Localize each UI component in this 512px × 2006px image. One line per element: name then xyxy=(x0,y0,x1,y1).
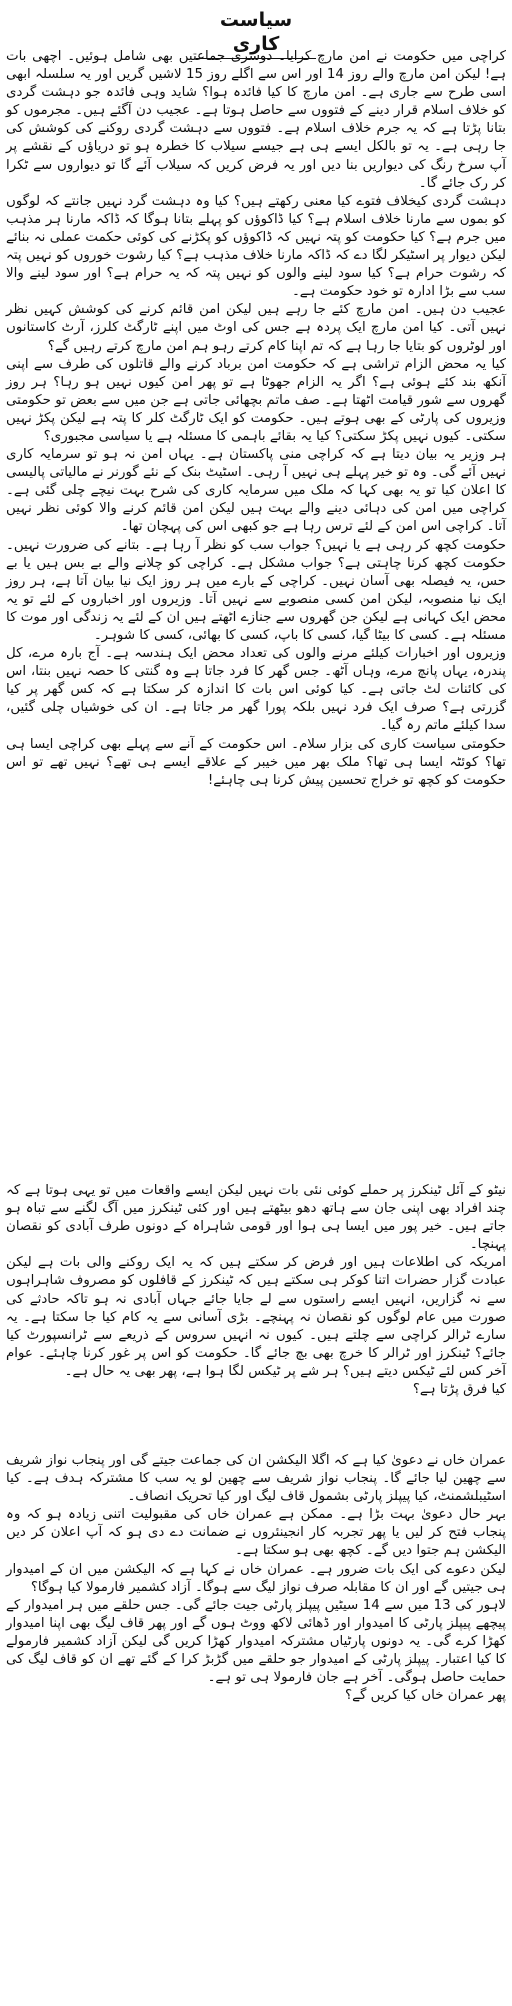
paragraph: حکومت کچھ کر رہی ہے یا نہیں؟ جواب سب کو نظر آ رہا ہے۔ بتانے کی ضرورت نہیں۔ حکومت کچھ کرنا چاہتی ہے؟ جواب مشکل ہے۔ کراچی کو چلانے والے بے بس ہیں یا بے حس، یہ فیصلہ بھی آسان نہیں۔ کراچی کے بارے میں ہر روز ایک نیا بیان آتا ہے، ہر روز ایک نیا منصوبہ، لیکن امن کسی منصوبے سے نہیں آتا۔ وزیروں اور اخباروں کے لئے تو یہ محض ایک کہانی ہے لیکن جن گھروں سے جنازے اٹھتے ہیں ان کے لئے یہ زندگی اور موت کا مسئلہ ہے۔ کسی کا بیٹا گیا، کسی کا باپ، کسی کا بھائی، کسی کا شوہر۔ xyxy=(6,537,506,643)
paragraph: پھر عمران خاں کیا کریں گے؟ xyxy=(345,1688,506,1704)
paragraph: لیکن دعوے کی ایک بات ضرور ہے۔ عمران خاں نے کہا ہے کہ الیکشن میں ان کے امیدوار ہی جیتیں گے اور ان کا مقابلہ صرف نواز لیگ سے ہوگا۔ آزاد کشمیر فارمولا کیا ہوگا؟ xyxy=(6,1561,506,1595)
article-title: سیاست کاری xyxy=(196,8,316,59)
paragraph: ہر وزیر یہ بیان دیتا ہے کہ کراچی منی پاکستان ہے۔ یہاں امن نہ ہو تو سرمایہ کاری نہیں آئے گی۔ وہ تو خیر پہلے ہی نہیں آ رہی۔ اسٹیٹ بنک کے نئے گورنر نے مالیاتی پالیسی کا اعلان کیا تو یہ بھی کہا کہ ملک میں سرمایہ کاری کی شرح بہت نیچے چلی گئی ہے۔ کراچی میں امن کی دہائی دینے والے بہت ہیں لیکن امن قائم کرنے والا کوئی نظر نہیں آتا۔ کراچی اس امن کے لئے ترس رہا ہے جو کبھی اس کی پہچان تھا۔ xyxy=(6,447,506,535)
paragraph: کراچی میں حکومت نے امن مارچ کرایا۔ دوسری جماعتیں بھی شامل ہوئیں۔ اچھی بات ہے! لیکن امن مارچ والے روز 14 اور اس سے اگلے روز 15 لاشیں گریں اور یہ سلسلہ ابھی اسی طرح سے جاری ہے۔ امن مارچ کا کیا فائدہ ہوا؟ شاید وہی فائدہ جو دہشت گردی کو خلاف اسلام قرار دینے کے فتووں سے حاصل ہوتا ہے۔ عجیب دن آگئے ہیں۔ مجرموں کو بتانا پڑتا ہے کہ یہ جرم خلاف اسلام ہے۔ فتووں سے دہشت گردی روکنے کی کوشش کی جا رہی ہے۔ یہ تو بالکل ایسے ہی ہے جیسے سیلاب کا خطرہ ہو تو دریاؤں کے نقشے پر آپ سرخ رنگ کی دیواریں بنا دیں اور یہ فرض کریں کہ سیلاب آئے گا تو دیواروں سے ٹکرا کر رک جائے گا۔ xyxy=(6,49,506,191)
paragraph: وزیروں اور اخبارات کیلئے مرنے والوں کی تعداد محض ایک ہندسہ ہے۔ آج بارہ مرے، کل پندرہ، یہاں پانچ مرے، وہاں آٹھ۔ جس گھر کا فرد جاتا ہے وہ گنتی کا حصہ نہیں بنتا، اس کی کائنات لٹ جاتی ہے۔ کیا کوئی اس بات کا اندازہ کر سکتا ہے کہ کس گھر پر کیا گزرتی ہے؟ صرف ایک فرد نہیں بلکہ پورا گھر مر جاتا ہے۔ ان کی خوشیاں چلی گئیں، سدا کیلئے ماتم رہ گیا۔ xyxy=(6,646,506,734)
paragraph: امریکہ کی اطلاعات ہیں اور فرض کر سکتے ہیں کہ یہ ایک روکنے والی بات ہے لیکن عبادت گزار حضرات اتنا کوکر ہی سکتے ہیں کہ ٹینکرز کے قافلوں کو مصروف شاہراہوں سے نہ گزاریں، انہیں ایسے راستوں سے لے جایا جائے جہاں آبادی نہ ہو تاکہ حادثے کی صورت میں عام لوگوں کو نقصان نہ پہنچے۔ بڑی آسانی سے یہ کام کیا جا سکتا ہے۔ یہ سارے ٹرالر کراچی سے چلتے ہیں۔ کیوں نہ انہیں سروس کے ذریعے سے ٹرانسپورٹ کیا جائے؟ ٹینکرز اور ٹرالر کا خرچ بھی بچ جائے گا۔ حکومت کو اس پر غور کرنا چاہئے۔ عوام آخر کس لئے ٹیکس دیتے ہیں؟ ہر شے پر ٹیکس لگا ہوا ہے، پھر بھی یہ حال ہے۔ xyxy=(6,1255,506,1379)
paragraph: بہر حال دعویٰ بہت بڑا ہے۔ ممکن ہے عمران خاں کی مقبولیت اتنی زیادہ ہو کہ وہ پنجاب فتح کر لیں یا پھر تجربہ کار انجینئروں نے ضمانت دے دی ہو کہ آپ اعلان کر دیں الیکشن ہم جتوا دیں گے۔ کچھ بھی ہو سکتا ہے۔ xyxy=(6,1507,506,1559)
paragraph: عجیب دن ہیں۔ امن مارچ کئے جا رہے ہیں لیکن امن قائم کرنے کی کوشش کہیں نظر نہیں آتی۔ کیا امن مارچ ایک پردہ ہے جس کی اوٹ میں اپنے ٹارگٹ کلرز، آرٹ کاستانوں اور لوٹروں کو بتایا جا رہا ہے کہ تم اپنا کام کرتے رہو ہم امن مارچ کرتے رہیں گے؟ xyxy=(6,302,506,354)
paragraph: کیا یہ محض الزام تراشی ہے کہ حکومت امن برباد کرنے والے قاتلوں کی طرف سے اپنی آنکھ بند کئے ہوئی ہے؟ اگر یہ الزام جھوٹا ہے تو پھر امن کیوں نہیں ہو رہا؟ ہر روز گھروں سے شور قیامت اٹھتا ہے۔ صف ماتم بچھائی جاتی ہے جن میں سے بعض تو حکومتی وزیروں کی پارٹی کے بھی ہوتے ہیں۔ حکومت کو ایک ٹارگٹ کلر کا پتہ ہے لیکن پکڑ نہیں سکتی۔ کیوں نہیں پکڑ سکتی؟ کیا یہ بقائے باہمی کا مسئلہ ہے یا سیاسی مجبوری؟ xyxy=(6,356,506,444)
paragraph: حکومتی سیاست کاری کی بزار سلام۔ اس حکومت کے آنے سے پہلے بھی کراچی ایسا ہی تھا؟ کوئٹہ ایسا ہی تھا؟ ملک بھر میں خیبر کے علاقے ایسے ہی تھے؟ نہیں تھے تو اس حکومت کو کچھ تو خراج تحسین پیش کرنا ہی چاہئے! xyxy=(6,736,506,788)
paragraph: عمران خاں نے دعویٰ کیا ہے کہ اگلا الیکشن ان کی جماعت جیتے گی اور پنجاب نواز شریف سے چھین لیا جائے گا۔ پنجاب نواز شریف سے چھین لو یہ سب کا مشترکہ ہدف ہے۔ کیا اسٹیبلشمنٹ، کیا پیپلز پارٹی بشمول قاف لیگ اور کیا تحریک انصاف۔ xyxy=(6,1453,506,1505)
paragraph: کیا فرق پڑتا ہے؟ xyxy=(412,1382,506,1398)
paragraph: دہشت گردی کیخلاف فتوے کیا معنی رکھتے ہیں؟ کیا وہ دہشت گرد نہیں جانتے کہ لوگوں کو بموں سے مارنا خلاف اسلام ہے؟ کیا ڈاکوؤں کو پہلے بتانا ہوگا کہ ڈاکہ مارنا ہر مذہب میں جرم ہے؟ کیا حکومت کو پتہ نہیں کہ ڈاکوؤں کو پکڑنے کی کوئی حکمت عملی نہ بنائے لیکن دیوار پر اسٹیکر لگا دے کہ ڈاکہ مارنا خلاف مذہب ہے؟ کیا رشوت خوروں کو نہیں پتہ کہ رشوت حرام ہے؟ کیا سود لینے والوں کو نہیں پتہ کہ یہ حرام ہے؟ اور سود لینے والا سب سے بڑا ادارہ تو خود حکومت ہے۔ xyxy=(6,193,506,300)
article-section-3 xyxy=(6,1452,506,1705)
paragraph: نیٹو کے آئل ٹینکرز پر حملے کوئی نئی بات نہیں لیکن ایسے واقعات میں تو یہی ہوتا ہے کہ چند افراد بھی اپنی جان سے ہاتھ دھو بیٹھتے ہیں اور کئی ٹینکرز میں آگ لگنے سے تباہ ہو جاتے ہیں۔ خیر پور میں ایسا ہی ہوا اور قومی شاہراہ کے دونوں طرف آبادی کو نقصان پہنچا۔ xyxy=(6,1183,506,1253)
paragraph: لاہور کی 13 میں سے 14 سیٹیں پیپلز پارٹی جیت جائے گی۔ جس حلقے میں ہر امیدوار کے پیچھے پیپلز پارٹی کا امیدوار اور ڈھائی لاکھ ووٹ ہوں گے اور پھر قاف لیگ بھی اپنا امیدوار کھڑا کرے گی۔ یہ دونوں پارٹیاں مشترکہ امیدوار کھڑا کریں گی لیکن آزاد کشمیر فارمولے کا کیا اعتبار۔ پیپلز پارٹی کے امیدوار جو حلقے میں گڑبڑ کرا کے گئے تھے ان کو قاف لیگ کی حمایت حاصل ہوگی۔ آخر ہے جان فارمولا ہی تو ہے۔ xyxy=(6,1597,507,1686)
article-section-2 xyxy=(6,1182,506,1399)
article-section-1 xyxy=(6,48,506,790)
